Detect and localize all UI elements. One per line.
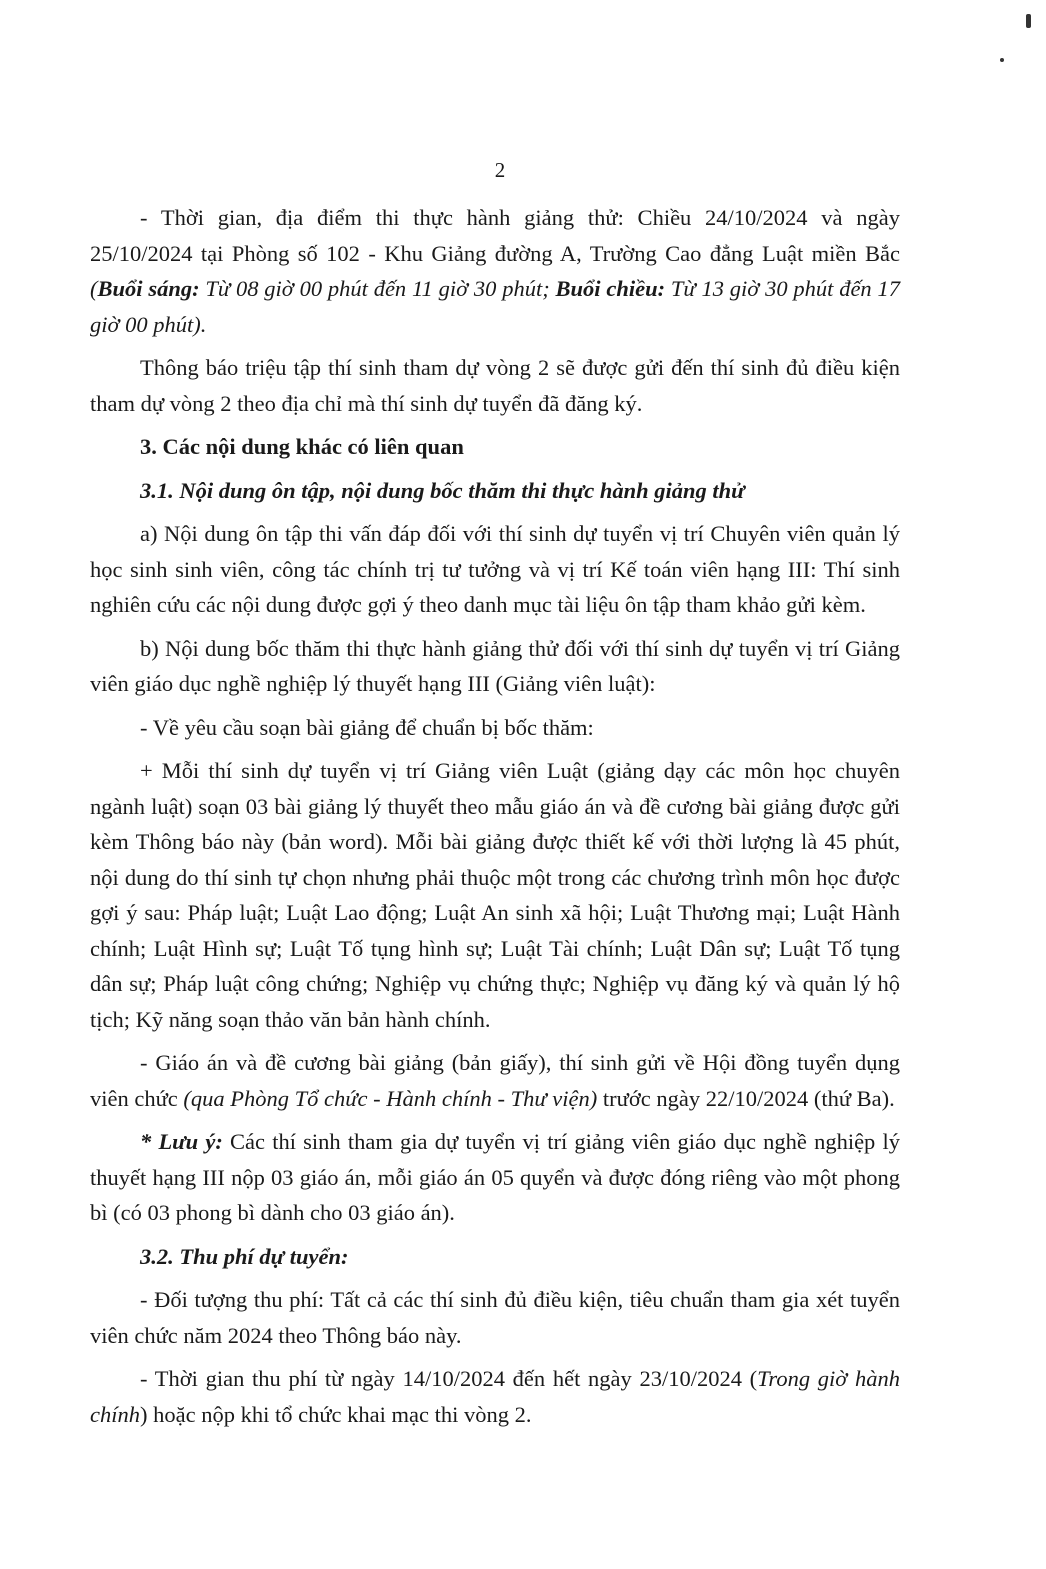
submission-paragraph: - Giáo án và đề cương bài giảng (bản giấy), thí sinh gửi về Hội đồng tuyển dụng viên chức (qua Phòng Tổ chức - Hành chính - Thư viện) trước ngày 22/10/2024 (thứ Ba). bbox=[90, 1050, 900, 1111]
requirements-detail: + Mỗi thí sinh dự tuyển vị trí Giảng viên Luật (giảng dạy các môn học chuyên ngành luật) soạn 03 bài giảng lý thuyết theo mẫu giáo án và đề cương bài giảng được gửi kèm Thông báo này (bản word). Mỗi bài giảng được thiết kế với thời lượng là 45 phút, nội dung do thí sinh tự chọn nhưng phải thuộc một trong các chương trình môn học được gợi ý sau: Pháp luật; Luật Lao động; Luật An sinh xã hội; Luật Thương mại; Luật Hành chính; Luật Hình sự; Luật Tố tụng hình sự; Luật Tài chính; Luật Dân sự; Luật Tố tụng dân sự; Pháp luật công chứng; Nghiệp vụ chứng thực; Nghiệp vụ đăng ký và quản lý hộ tịch; Kỹ năng soạn thảo văn bản hành chính. bbox=[90, 758, 900, 1032]
scan-mark bbox=[1026, 14, 1031, 28]
fee-time-paragraph: - Thời gian thu phí từ ngày 14/10/2024 đến hết ngày 23/10/2024 (Trong giờ hành chính) hoặc nộp khi tổ chức khai mạc thi vòng 2. bbox=[90, 1366, 900, 1427]
note-paragraph: * Lưu ý: Các thí sinh tham gia dự tuyển vị trí giảng viên giáo dục nghề nghiệp lý thuyết hạng III nộp 03 giáo án, mỗi giáo án 05 quyển và được đóng riêng vào một phong bì (có 03 phong bì dành cho 03 giáo án). bbox=[90, 1129, 901, 1225]
paragraph-a: a) Nội dung ôn tập thi vấn đáp đối với thí sinh dự tuyển vị trí Chuyên viên quản lý học sinh sinh viên, công tác chính trị tư tưởng và vị trí Kế toán viên hạng III: Thí sinh nghiên cứu các nội dung được gợi ý theo danh mục tài liệu ôn tập tham khảo gửi kèm. bbox=[90, 521, 900, 617]
section-3-heading: 3. Các nội dung khác có liên quan bbox=[140, 434, 464, 459]
fee-subject-paragraph: - Đối tượng thu phí: Tất cả các thí sinh đủ điều kiện, tiêu chuẩn tham gia xét tuyển viên chức năm 2024 theo Thông báo này. bbox=[90, 1287, 900, 1348]
requirements-heading: - Về yêu cầu soạn bài giảng để chuẩn bị bốc thăm: bbox=[140, 714, 594, 740]
section-3-2-heading: 3.2. Thu phí dự tuyển: bbox=[140, 1243, 349, 1269]
page-number: 2 bbox=[494, 158, 506, 182]
morning-label: Buổi sáng: bbox=[97, 276, 200, 301]
exam-time-location-paragraph: - Thời gian, địa điểm thi thực hành giảng thử: Chiều 24/10/2024 và ngày 25/10/2024 tại Phòng số 102 - Khu Giảng đường A, Trường Cao đẳng Luật miền Bắc (Buổi sáng: Từ 08 giờ 00 phút đến 11 giờ 30 phút; Buổi chiều: Từ 13 giờ 30 phút đến 17 giờ 00 phút). bbox=[90, 205, 900, 337]
afternoon-label: Buổi chiều: bbox=[555, 276, 666, 301]
note-label: * Lưu ý: bbox=[140, 1129, 223, 1154]
section-3-1-heading: 3.1. Nội dung ôn tập, nội dung bốc thăm thi thực hành giảng thử bbox=[140, 477, 745, 503]
notice-paragraph: Thông báo triệu tập thí sinh tham dự vòng 2 sẽ được gửi đến thí sinh đủ điều kiện tham dự vòng 2 theo địa chỉ mà thí sinh dự tuyển đã đăng ký. bbox=[90, 355, 900, 416]
paragraph-b: b) Nội dung bốc thăm thi thực hành giảng thử đối với thí sinh dự tuyển vị trí Giảng viên giáo dục nghề nghiệp lý thuyết hạng III (Giảng viên luật): bbox=[90, 635, 900, 696]
document-body bbox=[90, 200, 900, 1440]
scan-dot bbox=[1000, 58, 1004, 62]
